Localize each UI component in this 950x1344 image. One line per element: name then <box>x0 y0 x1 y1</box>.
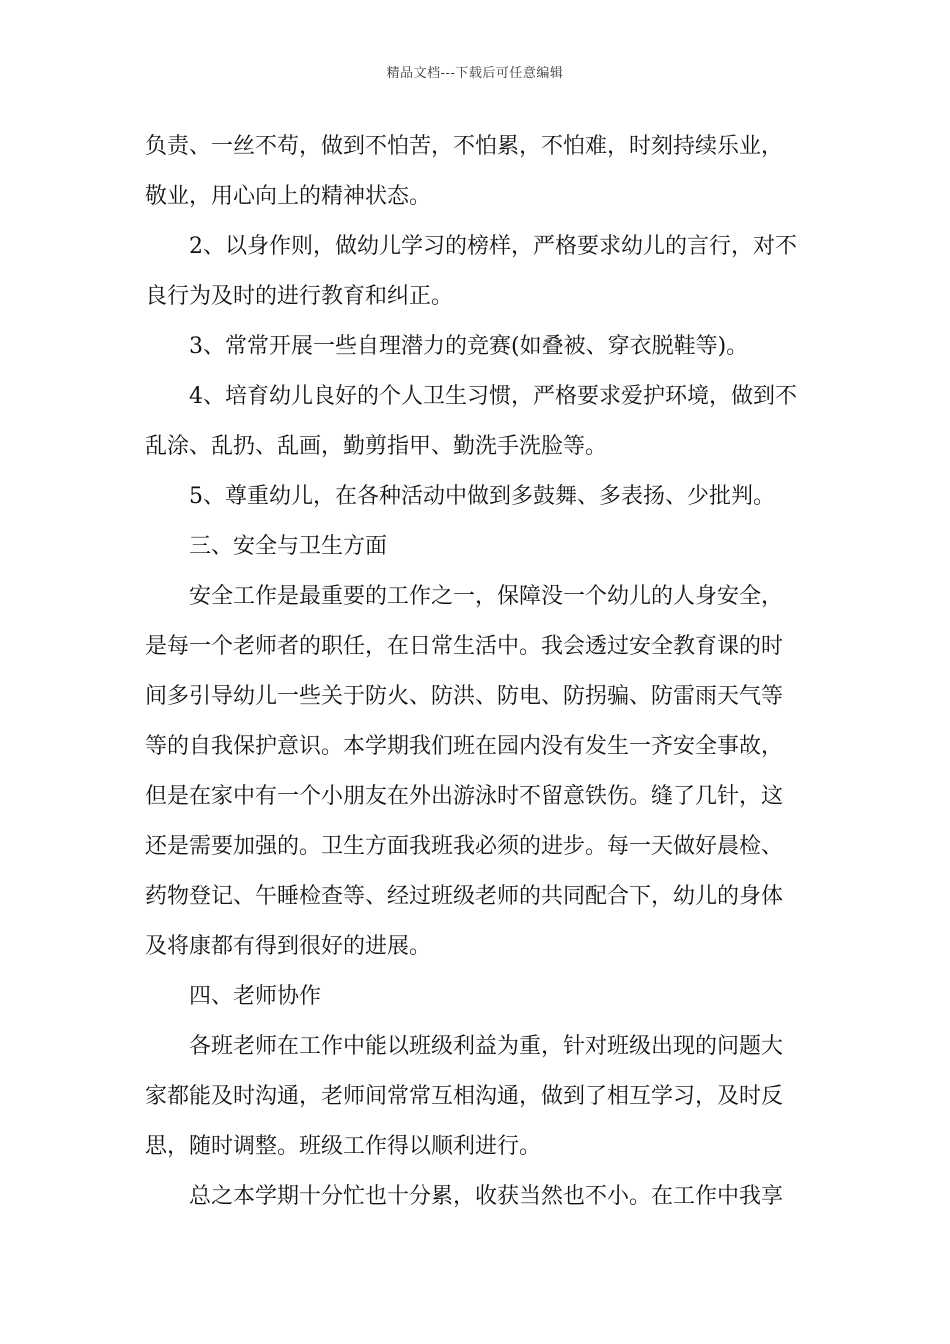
list-item-5: 5、尊重幼儿，在各种活动中做到多鼓舞、多表扬、少批判。 <box>189 484 775 509</box>
text-line: 思，随时调整。班级工作得以顺利进行。 <box>145 1134 542 1159</box>
text-line: 敬业，用心向上的精神状态。 <box>145 184 432 209</box>
list-item-2: 2、以身作则，做幼儿学习的榜样，严格要求幼儿的言行，对不 <box>189 234 797 259</box>
section-heading-cooperation: 四、老师协作 <box>189 984 322 1009</box>
page-header: 精品文档---下载后可任意编辑 <box>386 66 564 81</box>
document-body <box>145 122 817 1222</box>
text-line: 还是需要加强的。卫生方面我班我必须的进步。每一天做好晨检、 <box>145 834 784 859</box>
text-line: 但是在家中有一个小朋友在外出游泳时不留意铁伤。缝了几针，这 <box>145 784 784 809</box>
text-line: 间多引导幼儿一些关于防火、防洪、防电、防拐骗、防雷雨天气等 <box>145 684 784 709</box>
text-line: 等的自我保护意识。本学期我们班在园内没有发生一齐安全事故， <box>145 734 784 759</box>
paragraph-start: 安全工作是最重要的工作之一，保障没一个幼儿的人身安全， <box>189 584 784 609</box>
paragraph-start: 总之本学期十分忙也十分累，收获当然也不小。在工作中我享 <box>189 1184 784 1209</box>
text-line: 及将康都有得到很好的进展。 <box>145 934 432 959</box>
text-line: 家都能及时沟通，老师间常常互相沟通，做到了相互学习，及时反 <box>145 1084 784 1109</box>
text-line: 药物登记、午睡检查等、经过班级老师的共同配合下，幼儿的身体 <box>145 884 784 909</box>
section-heading-safety: 三、安全与卫生方面 <box>189 534 388 559</box>
paragraph-start: 各班老师在工作中能以班级利益为重，针对班级出现的问题大 <box>189 1034 784 1059</box>
text-line: 乱涂、乱扔、乱画，勤剪指甲、勤洗手洗脸等。 <box>145 434 608 459</box>
list-item-4: 4、培育幼儿良好的个人卫生习惯，严格要求爱护环境，做到不 <box>189 384 797 409</box>
list-item-3: 3、常常开展一些自理潜力的竞赛(如叠被、穿衣脱鞋等)。 <box>189 334 749 359</box>
text-line: 是每一个老师者的职任，在日常生活中。我会透过安全教育课的时 <box>145 634 784 659</box>
text-line: 良行为及时的进行教育和纠正。 <box>145 284 454 309</box>
text-line: 负责、一丝不苟，做到不怕苦，不怕累，不怕难，时刻持续乐业， <box>145 134 784 159</box>
